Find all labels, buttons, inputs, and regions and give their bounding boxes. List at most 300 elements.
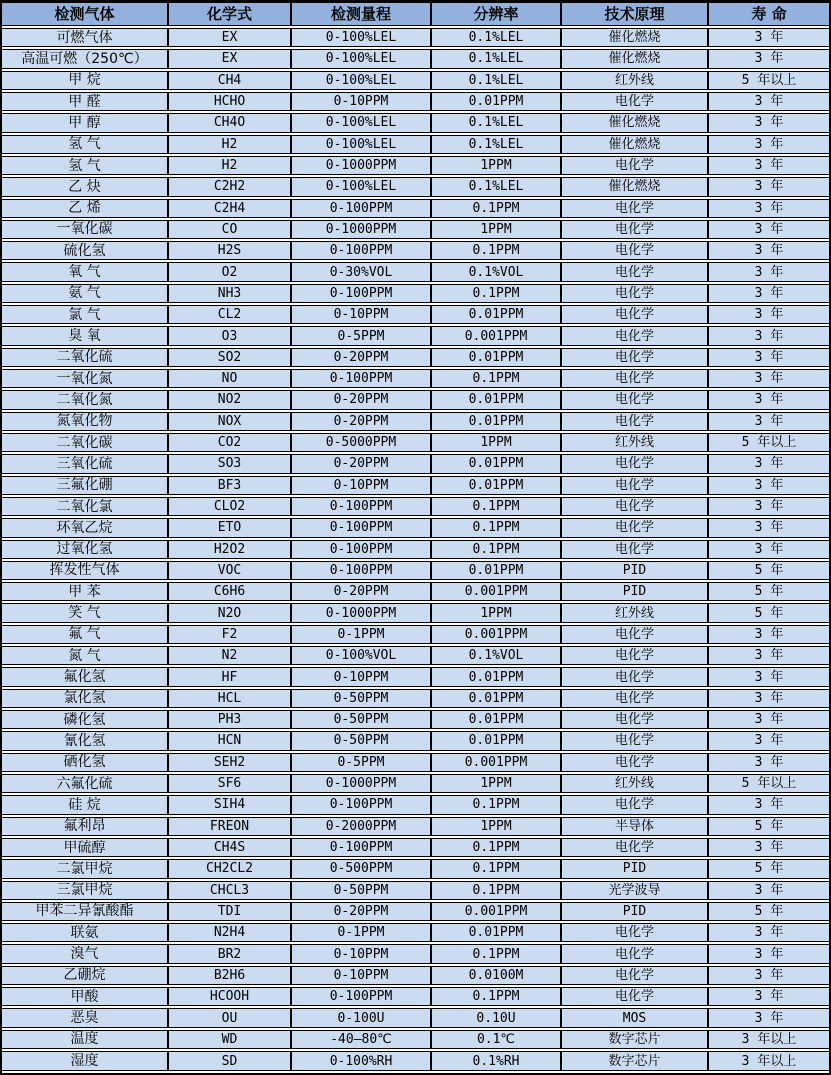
cell-chemical-formula: PH3	[168, 710, 291, 729]
cell-detection-range: 0-10PPM	[291, 944, 431, 963]
cell-chemical-formula: HCHO	[168, 92, 291, 111]
cell-resolution: 0.01PPM	[431, 348, 561, 367]
cell-technology-principle: 电化学	[561, 838, 708, 857]
cell-chemical-formula: SO3	[168, 454, 291, 473]
cell-gas-name: 硒化氢	[1, 753, 168, 772]
cell-lifespan: 5 年	[708, 603, 830, 622]
cell-lifespan: 3 年以上	[708, 1030, 830, 1049]
table-row	[1, 667, 830, 686]
cell-detection-range: 0-100PPM	[291, 284, 431, 303]
cell-detection-range: 0-50PPM	[291, 731, 431, 750]
table-row	[1, 241, 830, 260]
cell-lifespan: 3 年	[708, 49, 830, 68]
cell-chemical-formula: N2O	[168, 603, 291, 622]
cell-technology-principle: 电化学	[561, 326, 708, 345]
cell-chemical-formula: HCN	[168, 731, 291, 750]
cell-technology-principle: 半导体	[561, 817, 708, 836]
cell-chemical-formula: CHCL3	[168, 881, 291, 900]
cell-gas-name: 氟利昂	[1, 817, 168, 836]
cell-lifespan: 5 年以上	[708, 774, 830, 793]
header-row	[1, 2, 830, 26]
cell-chemical-formula: H2	[168, 135, 291, 154]
cell-technology-principle: 电化学	[561, 540, 708, 559]
cell-detection-range: 0-100PPM	[291, 795, 431, 814]
cell-lifespan: 3 年	[708, 795, 830, 814]
cell-chemical-formula: NO	[168, 369, 291, 388]
cell-gas-name: 三氧化硫	[1, 454, 168, 473]
table-row	[1, 49, 830, 68]
cell-chemical-formula: SIH4	[168, 795, 291, 814]
cell-gas-name: 硅 烷	[1, 795, 168, 814]
cell-lifespan: 3 年	[708, 753, 830, 772]
table-row	[1, 944, 830, 963]
cell-resolution: 0.01PPM	[431, 561, 561, 580]
cell-gas-name: 环氧乙烷	[1, 518, 168, 537]
cell-detection-range: 0-20PPM	[291, 902, 431, 921]
cell-chemical-formula: CO2	[168, 433, 291, 452]
cell-technology-principle: 催化燃烧	[561, 135, 708, 154]
cell-resolution: 0.001PPM	[431, 902, 561, 921]
cell-chemical-formula: O3	[168, 326, 291, 345]
cell-chemical-formula: SO2	[168, 348, 291, 367]
cell-resolution: 0.1PPM	[431, 987, 561, 1006]
table-row	[1, 454, 830, 473]
cell-gas-name: 甲 醛	[1, 92, 168, 111]
cell-resolution: 0.01PPM	[431, 390, 561, 409]
cell-resolution: 0.0100M	[431, 966, 561, 985]
cell-lifespan: 5 年	[708, 582, 830, 601]
cell-chemical-formula: CLO2	[168, 497, 291, 516]
cell-detection-range: 0-1PPM	[291, 923, 431, 942]
cell-detection-range: 0-50PPM	[291, 689, 431, 708]
header-detection-range: 检测量程	[291, 2, 431, 26]
cell-technology-principle: 电化学	[561, 518, 708, 537]
cell-chemical-formula: VOC	[168, 561, 291, 580]
cell-detection-range: 0-5000PPM	[291, 433, 431, 452]
cell-chemical-formula: OU	[168, 1008, 291, 1027]
cell-gas-name: 可燃气体	[1, 28, 168, 47]
cell-chemical-formula: BR2	[168, 944, 291, 963]
table-row	[1, 284, 830, 303]
cell-detection-range: 0-30%VOL	[291, 262, 431, 281]
cell-detection-range: 0-20PPM	[291, 582, 431, 601]
cell-lifespan: 3 年	[708, 625, 830, 644]
cell-lifespan: 3 年	[708, 881, 830, 900]
cell-detection-range: 0-20PPM	[291, 348, 431, 367]
cell-resolution: 0.1PPM	[431, 199, 561, 218]
cell-lifespan: 3 年	[708, 497, 830, 516]
table-row	[1, 966, 830, 985]
gas-sensor-spec-table	[1, 0, 830, 1073]
cell-detection-range: 0-100%LEL	[291, 28, 431, 47]
cell-gas-name: 联氨	[1, 923, 168, 942]
cell-resolution: 1PPM	[431, 156, 561, 175]
cell-technology-principle: 电化学	[561, 710, 708, 729]
table-row	[1, 71, 830, 90]
cell-detection-range: 0-20PPM	[291, 454, 431, 473]
cell-gas-name: 臭 氧	[1, 326, 168, 345]
cell-gas-name: 乙 烯	[1, 199, 168, 218]
cell-detection-range: 0-1000PPM	[291, 220, 431, 239]
cell-resolution: 0.1%VOL	[431, 646, 561, 665]
cell-resolution: 1PPM	[431, 433, 561, 452]
cell-resolution: 0.001PPM	[431, 753, 561, 772]
cell-gas-name: 硫化氢	[1, 241, 168, 260]
cell-detection-range: 0-100%RH	[291, 1051, 431, 1071]
cell-chemical-formula: CL2	[168, 305, 291, 324]
cell-technology-principle: MOS	[561, 1008, 708, 1027]
cell-lifespan: 3 年	[708, 220, 830, 239]
cell-gas-name: 氢 气	[1, 135, 168, 154]
table-row	[1, 518, 830, 537]
cell-resolution: 0.1%LEL	[431, 177, 561, 196]
cell-lifespan: 3 年	[708, 923, 830, 942]
cell-gas-name: 氮 气	[1, 646, 168, 665]
cell-lifespan: 3 年	[708, 262, 830, 281]
cell-resolution: 1PPM	[431, 220, 561, 239]
cell-technology-principle: 电化学	[561, 199, 708, 218]
cell-technology-principle: 电化学	[561, 987, 708, 1006]
cell-technology-principle: 电化学	[561, 156, 708, 175]
cell-gas-name: 磷化氢	[1, 710, 168, 729]
cell-resolution: 0.1PPM	[431, 518, 561, 537]
table-row	[1, 774, 830, 793]
cell-lifespan: 5 年	[708, 859, 830, 878]
cell-chemical-formula: TDI	[168, 902, 291, 921]
cell-lifespan: 3 年	[708, 177, 830, 196]
cell-detection-range: 0-5PPM	[291, 326, 431, 345]
table-row	[1, 199, 830, 218]
cell-detection-range: 0-50PPM	[291, 881, 431, 900]
cell-resolution: 0.01PPM	[431, 454, 561, 473]
table-row	[1, 540, 830, 559]
cell-technology-principle: 红外线	[561, 603, 708, 622]
cell-technology-principle: 电化学	[561, 284, 708, 303]
cell-technology-principle: 催化燃烧	[561, 28, 708, 47]
cell-technology-principle: 催化燃烧	[561, 177, 708, 196]
cell-chemical-formula: CH4	[168, 71, 291, 90]
cell-chemical-formula: CH4S	[168, 838, 291, 857]
cell-technology-principle: 电化学	[561, 348, 708, 367]
cell-resolution: 0.1PPM	[431, 838, 561, 857]
table-row	[1, 923, 830, 942]
table-row	[1, 113, 830, 132]
cell-technology-principle: 电化学	[561, 731, 708, 750]
table-row	[1, 326, 830, 345]
cell-lifespan: 5 年以上	[708, 71, 830, 90]
cell-lifespan: 3 年	[708, 241, 830, 260]
cell-gas-name: 甲硫醇	[1, 838, 168, 857]
cell-gas-name: 甲 苯	[1, 582, 168, 601]
cell-technology-principle: PID	[561, 561, 708, 580]
cell-resolution: 0.1PPM	[431, 795, 561, 814]
table-row	[1, 390, 830, 409]
table-row	[1, 412, 830, 431]
cell-technology-principle: 电化学	[561, 92, 708, 111]
cell-resolution: 0.1PPM	[431, 881, 561, 900]
table-row	[1, 625, 830, 644]
table-row	[1, 305, 830, 324]
table-row	[1, 156, 830, 175]
cell-resolution: 0.01PPM	[431, 710, 561, 729]
cell-lifespan: 3 年	[708, 92, 830, 111]
cell-detection-range: 0-100%LEL	[291, 71, 431, 90]
cell-lifespan: 3 年	[708, 156, 830, 175]
cell-technology-principle: 电化学	[561, 795, 708, 814]
cell-technology-principle: 红外线	[561, 71, 708, 90]
cell-chemical-formula: H2O2	[168, 540, 291, 559]
cell-detection-range: 0-20PPM	[291, 412, 431, 431]
cell-gas-name: 氮氧化物	[1, 412, 168, 431]
cell-chemical-formula: HF	[168, 667, 291, 686]
cell-detection-range: 0-1000PPM	[291, 774, 431, 793]
cell-detection-range: 0-1PPM	[291, 625, 431, 644]
cell-resolution: 0.1PPM	[431, 369, 561, 388]
cell-technology-principle: 红外线	[561, 433, 708, 452]
cell-resolution: 0.1%LEL	[431, 113, 561, 132]
cell-gas-name: 高温可燃（250℃）	[1, 49, 168, 68]
cell-lifespan: 3 年	[708, 689, 830, 708]
cell-technology-principle: 电化学	[561, 220, 708, 239]
cell-resolution: 0.01PPM	[431, 305, 561, 324]
cell-detection-range: 0-100PPM	[291, 241, 431, 260]
cell-resolution: 1PPM	[431, 603, 561, 622]
cell-detection-range: 0-1000PPM	[291, 156, 431, 175]
table-row	[1, 817, 830, 836]
cell-gas-name: 笑 气	[1, 603, 168, 622]
table-row	[1, 1008, 830, 1027]
cell-gas-name: 二氧化氮	[1, 390, 168, 409]
cell-gas-name: 湿度	[1, 1051, 168, 1071]
cell-chemical-formula: HCL	[168, 689, 291, 708]
cell-detection-range: 0-100PPM	[291, 540, 431, 559]
table-row	[1, 689, 830, 708]
cell-resolution: 0.001PPM	[431, 625, 561, 644]
cell-gas-name: 氟化氢	[1, 667, 168, 686]
cell-gas-name: 氨 气	[1, 284, 168, 303]
table-row	[1, 710, 830, 729]
cell-resolution: 0.01PPM	[431, 92, 561, 111]
header-gas-name: 检测气体	[1, 2, 168, 26]
header-lifespan: 寿 命	[708, 2, 830, 26]
cell-chemical-formula: EX	[168, 28, 291, 47]
cell-lifespan: 3 年	[708, 838, 830, 857]
cell-technology-principle: 数字芯片	[561, 1030, 708, 1049]
cell-gas-name: 乙硼烷	[1, 966, 168, 985]
cell-lifespan: 3 年	[708, 113, 830, 132]
cell-resolution: 0.1%VOL	[431, 262, 561, 281]
cell-chemical-formula: BF3	[168, 476, 291, 495]
cell-lifespan: 3 年	[708, 284, 830, 303]
cell-lifespan: 3 年	[708, 135, 830, 154]
cell-detection-range: 0-2000PPM	[291, 817, 431, 836]
cell-chemical-formula: N2H4	[168, 923, 291, 942]
cell-chemical-formula: NOX	[168, 412, 291, 431]
cell-lifespan: 5 年	[708, 561, 830, 580]
cell-chemical-formula: B2H6	[168, 966, 291, 985]
cell-resolution: 0.01PPM	[431, 667, 561, 686]
header-chemical-formula: 化学式	[168, 2, 291, 26]
cell-gas-name: 恶臭	[1, 1008, 168, 1027]
cell-lifespan: 3 年	[708, 731, 830, 750]
cell-chemical-formula: HCOOH	[168, 987, 291, 1006]
cell-gas-name: 过氧化氢	[1, 540, 168, 559]
cell-detection-range: 0-100U	[291, 1008, 431, 1027]
cell-resolution: 0.1PPM	[431, 859, 561, 878]
cell-technology-principle: 电化学	[561, 923, 708, 942]
cell-gas-name: 甲 醇	[1, 113, 168, 132]
cell-lifespan: 3 年	[708, 476, 830, 495]
cell-lifespan: 3 年	[708, 646, 830, 665]
cell-detection-range: 0-5PPM	[291, 753, 431, 772]
cell-resolution: 0.01PPM	[431, 923, 561, 942]
table-row	[1, 1030, 830, 1049]
cell-technology-principle: 电化学	[561, 454, 708, 473]
cell-lifespan: 3 年	[708, 966, 830, 985]
cell-lifespan: 3 年	[708, 412, 830, 431]
table-row	[1, 561, 830, 580]
table-row	[1, 987, 830, 1006]
cell-lifespan: 3 年	[708, 28, 830, 47]
cell-gas-name: 二氧化碳	[1, 433, 168, 452]
cell-lifespan: 3 年	[708, 518, 830, 537]
cell-chemical-formula: H2S	[168, 241, 291, 260]
table-row	[1, 92, 830, 111]
cell-technology-principle: 电化学	[561, 667, 708, 686]
cell-chemical-formula: C6H6	[168, 582, 291, 601]
cell-gas-name: 三氟化硼	[1, 476, 168, 495]
cell-lifespan: 3 年	[708, 369, 830, 388]
cell-lifespan: 5 年	[708, 817, 830, 836]
cell-resolution: 0.001PPM	[431, 582, 561, 601]
cell-chemical-formula: C2H2	[168, 177, 291, 196]
cell-lifespan: 3 年	[708, 944, 830, 963]
cell-resolution: 0.01PPM	[431, 689, 561, 708]
cell-resolution: 0.1PPM	[431, 497, 561, 516]
cell-resolution: 0.1%LEL	[431, 28, 561, 47]
gas-table-body	[1, 28, 830, 1071]
cell-technology-principle: 电化学	[561, 753, 708, 772]
cell-gas-name: 二氧化氯	[1, 497, 168, 516]
table-row	[1, 838, 830, 857]
table-row	[1, 262, 830, 281]
cell-resolution: 0.1PPM	[431, 241, 561, 260]
cell-resolution: 0.1%LEL	[431, 135, 561, 154]
cell-gas-name: 氰化氢	[1, 731, 168, 750]
cell-lifespan: 3 年	[708, 667, 830, 686]
cell-detection-range: 0-100%VOL	[291, 646, 431, 665]
cell-technology-principle: 电化学	[561, 497, 708, 516]
cell-gas-name: 挥发性气体	[1, 561, 168, 580]
table-row	[1, 135, 830, 154]
cell-gas-name: 乙 炔	[1, 177, 168, 196]
cell-detection-range: 0-100PPM	[291, 369, 431, 388]
table-row	[1, 497, 830, 516]
cell-chemical-formula: O2	[168, 262, 291, 281]
header-resolution: 分辨率	[431, 2, 561, 26]
cell-resolution: 0.01PPM	[431, 476, 561, 495]
cell-lifespan: 3 年	[708, 987, 830, 1006]
cell-chemical-formula: ETO	[168, 518, 291, 537]
cell-chemical-formula: CO	[168, 220, 291, 239]
cell-chemical-formula: NO2	[168, 390, 291, 409]
table-row	[1, 476, 830, 495]
table-row	[1, 220, 830, 239]
cell-chemical-formula: SEH2	[168, 753, 291, 772]
cell-lifespan: 3 年以上	[708, 1051, 830, 1071]
cell-gas-name: 甲苯二异氰酸酯	[1, 902, 168, 921]
cell-gas-name: 氟 气	[1, 625, 168, 644]
cell-technology-principle: 电化学	[561, 689, 708, 708]
cell-resolution: 0.01PPM	[431, 412, 561, 431]
table-row	[1, 795, 830, 814]
table-row	[1, 859, 830, 878]
cell-lifespan: 5 年以上	[708, 433, 830, 452]
cell-lifespan: 3 年	[708, 1008, 830, 1027]
cell-detection-range: -40—80℃	[291, 1030, 431, 1049]
table-row	[1, 348, 830, 367]
table-row	[1, 603, 830, 622]
cell-resolution: 0.1%RH	[431, 1051, 561, 1071]
cell-gas-name: 二氯甲烷	[1, 859, 168, 878]
cell-technology-principle: 电化学	[561, 476, 708, 495]
table-row	[1, 646, 830, 665]
cell-gas-name: 溴气	[1, 944, 168, 963]
cell-lifespan: 3 年	[708, 199, 830, 218]
table-row	[1, 881, 830, 900]
cell-lifespan: 3 年	[708, 710, 830, 729]
cell-gas-name: 一氧化氮	[1, 369, 168, 388]
cell-detection-range: 0-1000PPM	[291, 603, 431, 622]
cell-resolution: 0.1%LEL	[431, 49, 561, 68]
cell-technology-principle: 电化学	[561, 412, 708, 431]
cell-detection-range: 0-100%LEL	[291, 135, 431, 154]
cell-chemical-formula: N2	[168, 646, 291, 665]
cell-resolution: 0.001PPM	[431, 326, 561, 345]
cell-technology-principle: PID	[561, 902, 708, 921]
cell-technology-principle: 红外线	[561, 774, 708, 793]
table-row	[1, 433, 830, 452]
cell-detection-range: 0-100%LEL	[291, 177, 431, 196]
cell-technology-principle: 电化学	[561, 646, 708, 665]
cell-technology-principle: 光学波导	[561, 881, 708, 900]
cell-technology-principle: 催化燃烧	[561, 113, 708, 132]
cell-detection-range: 0-10PPM	[291, 305, 431, 324]
cell-detection-range: 0-100PPM	[291, 518, 431, 537]
cell-detection-range: 0-20PPM	[291, 390, 431, 409]
cell-technology-principle: 电化学	[561, 966, 708, 985]
cell-technology-principle: 电化学	[561, 625, 708, 644]
cell-lifespan: 3 年	[708, 390, 830, 409]
cell-technology-principle: 电化学	[561, 305, 708, 324]
cell-gas-name: 温度	[1, 1030, 168, 1049]
cell-lifespan: 3 年	[708, 348, 830, 367]
cell-detection-range: 0-100%LEL	[291, 113, 431, 132]
cell-technology-principle: 数字芯片	[561, 1051, 708, 1071]
cell-detection-range: 0-100PPM	[291, 987, 431, 1006]
cell-detection-range: 0-50PPM	[291, 710, 431, 729]
table-row	[1, 1051, 830, 1071]
table-row	[1, 731, 830, 750]
cell-resolution: 0.1PPM	[431, 540, 561, 559]
cell-detection-range: 0-100PPM	[291, 838, 431, 857]
cell-chemical-formula: C2H4	[168, 199, 291, 218]
cell-lifespan: 3 年	[708, 305, 830, 324]
cell-technology-principle: 催化燃烧	[561, 49, 708, 68]
cell-lifespan: 3 年	[708, 326, 830, 345]
cell-chemical-formula: CH2CL2	[168, 859, 291, 878]
cell-detection-range: 0-100PPM	[291, 561, 431, 580]
